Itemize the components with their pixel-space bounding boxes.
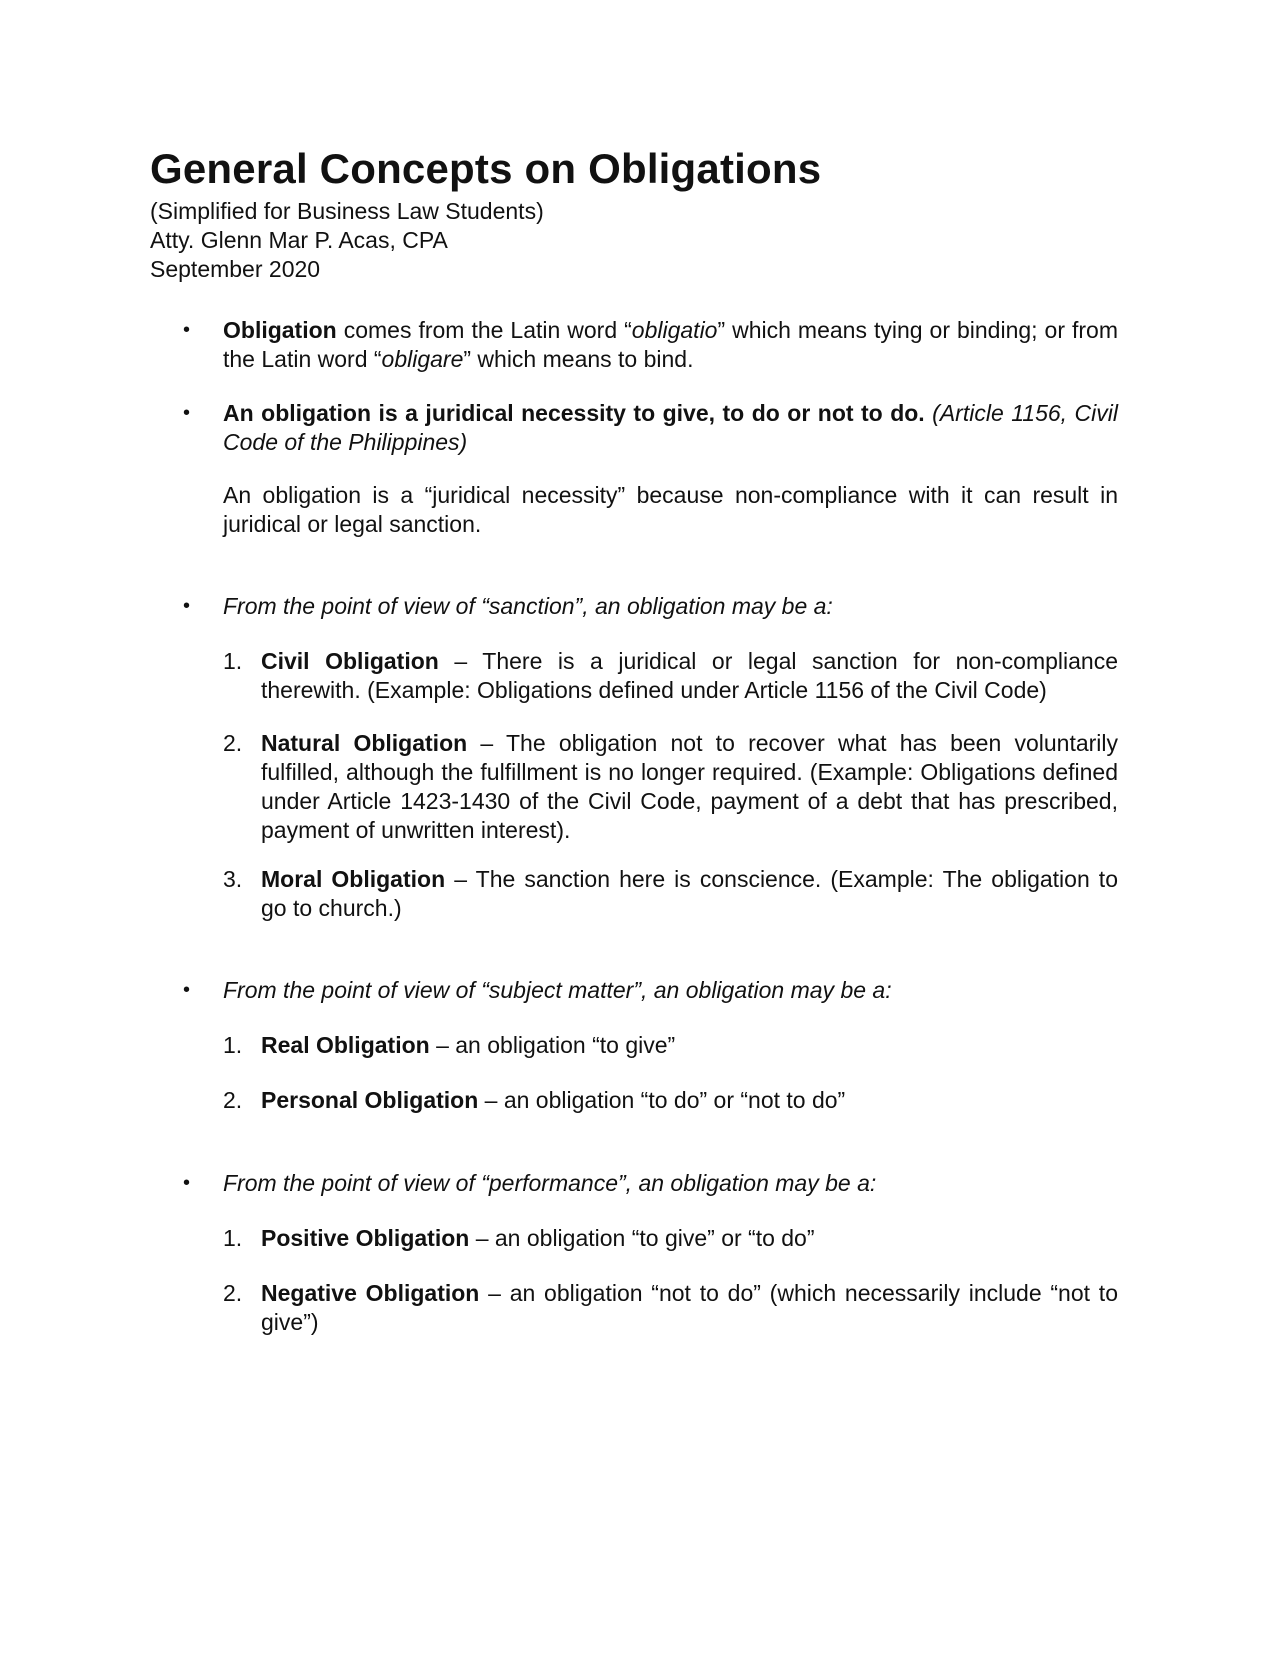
bullet-definition — [223, 399, 1118, 457]
list-number: 1. — [223, 648, 243, 674]
list-number: 1. — [223, 1225, 243, 1251]
item-text: – an obligation “to give” — [429, 1032, 676, 1058]
heading-sanction — [223, 592, 1118, 621]
bullet-icon: • — [183, 595, 191, 617]
definition-text: An obligation is a juridical necessity to give, to do or not to do. — [223, 400, 925, 426]
etymology-text: ” which means to bind. — [463, 346, 694, 372]
list-number: 2. — [223, 1087, 243, 1113]
item-term: Moral Obligation — [261, 866, 446, 892]
list-item-civil-obligation — [261, 647, 1118, 705]
item-term: Negative Obligation — [261, 1280, 480, 1306]
list-item-natural-obligation — [261, 729, 1118, 845]
heading-text: From the point of view of “sanction”, an obligation may be a: — [223, 593, 833, 619]
etymology-text: comes from the Latin word “ — [336, 317, 632, 343]
item-text: – an obligation “not to do” (which necessarily include “not to give”) — [261, 1280, 1118, 1335]
heading-text: From the point of view of “performance”, an obligation may be a: — [223, 1170, 877, 1196]
item-text: – The sanction here is conscience. (Example: The obligation to go to church.) — [261, 866, 1118, 921]
bullet-etymology — [223, 316, 1118, 374]
list-number: 2. — [223, 1280, 243, 1306]
list-item-negative-obligation — [261, 1279, 1118, 1337]
bullet-icon: • — [183, 979, 191, 1001]
document-date: September 2020 — [150, 256, 321, 282]
list-item-moral-obligation — [261, 865, 1118, 923]
bullet-icon: • — [183, 402, 191, 424]
latin-word: obligare — [381, 346, 464, 372]
item-text: – an obligation “to do” or “not to do” — [478, 1087, 846, 1113]
item-term: Civil Obligation — [261, 648, 439, 674]
item-term: Positive Obligation — [261, 1225, 470, 1251]
document-author: Atty. Glenn Mar P. Acas, CPA — [150, 227, 448, 253]
item-term: Personal Obligation — [261, 1087, 479, 1113]
definition-explanation: An obligation is a “juridical necessity” because non-compliance with it can result in juridical or legal sanction. — [223, 482, 1118, 537]
heading-text: From the point of view of “subject matter”, an obligation may be a: — [223, 977, 892, 1003]
page-title: General Concepts on Obligations — [150, 145, 822, 192]
item-term: Real Obligation — [261, 1032, 430, 1058]
latin-word: obligatio — [631, 317, 718, 343]
list-number: 3. — [223, 866, 243, 892]
list-item-personal-obligation — [261, 1086, 1118, 1115]
bullet-icon: • — [183, 319, 191, 341]
heading-subject-matter — [223, 976, 1118, 1005]
item-term: Natural Obligation — [261, 730, 468, 756]
etymology-text: ” which means tying or binding; or from the Latin word “ — [223, 317, 1118, 372]
term-obligation: Obligation — [223, 317, 337, 343]
document-subtitle: (Simplified for Business Law Students) — [150, 198, 544, 224]
item-text: – There is a juridical or legal sanction for non-compliance therewith. (Example: Obligations defined under Article 1156 of the Civil Code) — [261, 648, 1118, 703]
list-number: 2. — [223, 730, 243, 756]
list-item-real-obligation — [261, 1031, 1118, 1060]
heading-performance — [223, 1169, 1118, 1198]
item-text: – an obligation “to give” or “to do” — [469, 1225, 815, 1251]
definition-citation: (Article 1156, Civil Code of the Philippines) — [223, 400, 1118, 455]
list-number: 1. — [223, 1032, 243, 1058]
item-text: – The obligation not to recover what has been voluntarily fulfilled, although the fulfillment is no longer required. (Example: Obligations defined under Article 1423-1430 of the Civil Code, payment of a debt that has prescribed, payment of unwritten interest). — [261, 730, 1118, 843]
bullet-icon: • — [183, 1172, 191, 1194]
list-item-positive-obligation — [261, 1224, 1118, 1253]
